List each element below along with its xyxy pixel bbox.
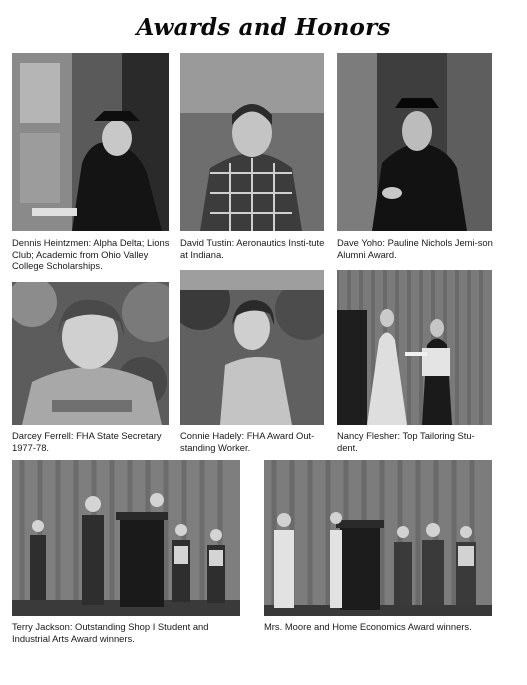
photo-dennis-heintzmen <box>12 53 169 231</box>
photo-connie-hadely <box>180 270 324 425</box>
caption-terry-jackson: Terry Jackson: Outstanding Shop I Student and Industrial Arts Award winners. <box>12 621 209 644</box>
page-title: Awards and Honors <box>136 14 391 41</box>
caption-david-tustin: David Tustin: Aeronautics Insti-tute at Indiana. <box>180 237 325 260</box>
caption-nancy-flesher: Nancy Flesher: Top Tailoring Stu-dent. <box>337 430 475 453</box>
photo-mrs-moore <box>264 460 492 616</box>
caption-mrs-moore: Mrs. Moore and Home Economics Award winners. <box>264 621 472 632</box>
photo-terry-jackson <box>12 460 240 616</box>
photo-darcey-ferrell <box>12 282 169 425</box>
caption-darcey-ferrell: Darcey Ferrell: FHA State Secretary 1977-78. <box>12 430 162 453</box>
caption-dennis-heintzmen: Dennis Heintzmen: Alpha Delta; Lions Club; Academic from Ohio Valley College Scholarships. <box>12 237 170 271</box>
photo-nancy-flesher <box>337 270 492 425</box>
caption-connie-hadely: Connie Hadely: FHA Award Out-standing Worker. <box>180 430 315 453</box>
photo-david-tustin <box>180 53 324 231</box>
photo-dave-yoho <box>337 53 492 231</box>
caption-dave-yoho: Dave Yoho: Pauline Nichols Jemi-son Alumni Award. <box>337 237 493 260</box>
